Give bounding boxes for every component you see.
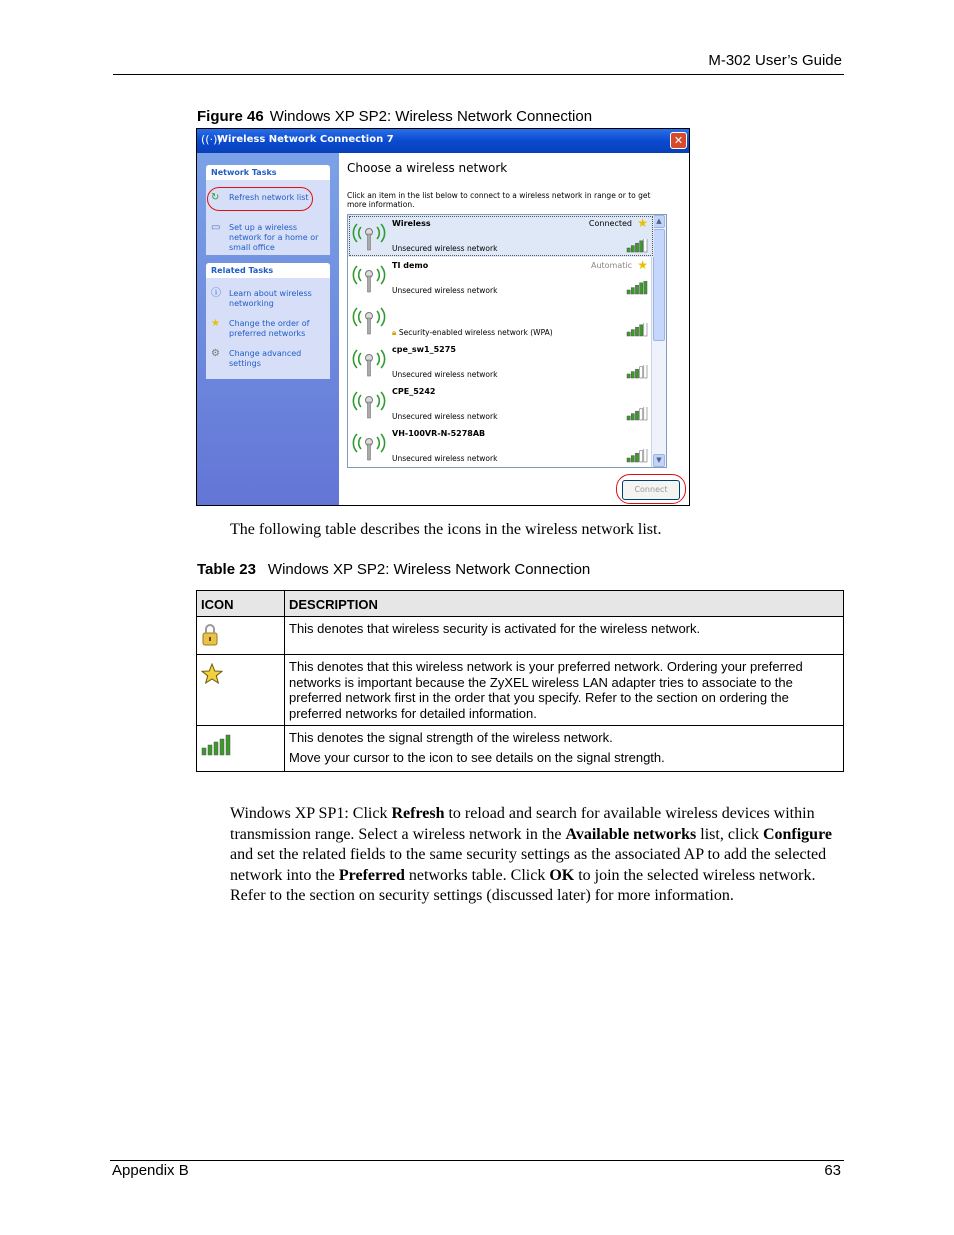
signal-bar (644, 323, 647, 336)
sp1-text: to reload and search for available wireless devices within transmission range. Select a wireless network in the (230, 805, 815, 843)
signal-bar (631, 246, 634, 252)
icon-cell (197, 726, 285, 772)
signal-bar (644, 281, 647, 294)
choose-network-description: Click an item in the list below to connect to a wireless network in range or to get more information. (347, 191, 651, 209)
wireless-network-list[interactable] (347, 214, 667, 468)
table-header-row (197, 591, 844, 617)
signal-bar (635, 453, 638, 462)
lock-icon: 🔒︎ (392, 328, 399, 337)
sp1-paragraph (230, 804, 842, 907)
description-text: This denotes the signal strength of the wireless network. (289, 730, 613, 745)
signal-bar (627, 248, 630, 252)
network-list-item[interactable] (348, 257, 654, 299)
signal-bar (640, 451, 643, 462)
sp1-text: networks table. Click (404, 866, 550, 884)
network-security (392, 244, 497, 253)
lock-icon (201, 623, 219, 647)
learn-wireless-label: Learn about wireless networking (229, 289, 312, 308)
signal-bar (631, 330, 634, 336)
network-security-label: Unsecured wireless network (392, 412, 498, 421)
refresh-highlight-ring (207, 187, 313, 211)
wireless-network-icon (352, 389, 386, 419)
available-networks-term: Available networks (565, 825, 697, 843)
related-tasks-panel (206, 263, 330, 379)
network-name: cpe_sw1_5275 (392, 345, 456, 354)
wireless-network-icon (352, 347, 386, 377)
refresh-network-list-label: Refresh network list (229, 193, 309, 202)
icon-cell (197, 617, 285, 655)
figure-title: Windows XP SP2: Wireless Network Connection (269, 108, 593, 125)
ok-term: OK (549, 866, 575, 884)
task-sidebar (197, 153, 339, 505)
signal-bar (640, 283, 643, 294)
signal-bar (640, 409, 643, 420)
sp1-text: and set the related fields to the same security settings as the associated AP to add the selected network into the (230, 846, 827, 884)
signal-bar (635, 411, 638, 420)
info-icon: ⓘ (211, 288, 221, 299)
sp1-text: list, click (696, 825, 763, 843)
table-title: Windows XP SP2: Wireless Network Connection (267, 561, 591, 578)
description-text: This denotes that this wireless network is your preferred network. Ordering your preferred networks is important because the ZyXEL wireless LAN adapter tries to associate to the preferred network first in the order that you specify. Refer to the section on ordering the preferred networks for detailed information. (289, 659, 803, 721)
network-list-item[interactable] (348, 215, 654, 257)
network-security (392, 370, 497, 379)
close-button[interactable]: ✕ (670, 132, 687, 149)
related-tasks-heading: Related Tasks (206, 263, 330, 278)
signal-strength-icon (626, 407, 648, 421)
preferred-star-icon: ★ (637, 216, 648, 230)
signal-strength-icon (626, 449, 648, 463)
signal-strength-icon (626, 239, 648, 253)
star-icon: ★ (211, 318, 220, 329)
network-list-item[interactable] (348, 383, 654, 425)
header-rule (113, 74, 844, 75)
icon-cell (197, 655, 285, 726)
signal-strength-icon (626, 365, 648, 379)
signal-strength-icon (626, 323, 648, 337)
network-security-label: Unsecured wireless network (392, 286, 498, 295)
signal-bar (635, 369, 638, 378)
icon-column-header: ICON (197, 591, 285, 617)
wireless-network-icon (352, 305, 386, 335)
network-security (392, 328, 553, 338)
sp1-text: to join the selected wireless network. Refer to the section on security settings (discussed later) for more information. (230, 866, 816, 904)
page-number: 63 (824, 1162, 841, 1179)
signal-bar (627, 458, 630, 462)
scroll-thumb[interactable] (653, 229, 665, 341)
signal-bar (644, 407, 647, 420)
signal-strength-icon (201, 734, 231, 756)
network-name: VH-100VR-N-5278AB (392, 429, 486, 438)
description-text: This denotes that wireless security is activated for the wireless network. (289, 621, 701, 636)
change-order-label: Change the order of preferred networks (229, 319, 310, 338)
figure-caption (197, 108, 592, 125)
network-list-pane (339, 153, 689, 505)
description-cell (285, 617, 844, 655)
footer-rule (110, 1160, 844, 1161)
table-row (197, 726, 844, 772)
intro-text: The following table describes the icons in the wireless network list. (230, 521, 662, 538)
signal-bar (640, 325, 643, 336)
signal-bar (644, 239, 647, 252)
window-title: Wireless Network Connection 7 (217, 134, 394, 145)
description-cell (285, 726, 844, 772)
setup-wireless-network-label: Set up a wireless network for a home or small office (229, 223, 319, 252)
signal-bar (635, 243, 638, 252)
signal-bar (640, 367, 643, 378)
refresh-term: Refresh (391, 805, 445, 822)
network-status: Automatic (590, 261, 632, 270)
connect-highlight-ring (616, 474, 686, 504)
configure-term: Configure (762, 825, 832, 843)
network-list-item[interactable] (348, 299, 654, 341)
preferred-star-icon: ★ (637, 258, 648, 272)
footer-section: Appendix B (112, 1162, 189, 1179)
settings-icon: ⚙ (211, 348, 220, 359)
network-security-label: Security-enabled wireless network (WPA) (398, 328, 553, 337)
page-header-title: M-302 User’s Guide (708, 52, 842, 69)
wireless-icon: ((·)) (201, 133, 222, 146)
description-text: Move your cursor to the icon to see details on the signal strength. (289, 750, 665, 765)
signal-bar (631, 288, 634, 294)
signal-bar (631, 372, 634, 378)
wireless-network-icon (352, 431, 386, 461)
network-security-label: Unsecured wireless network (392, 454, 498, 463)
window-titlebar (197, 129, 689, 153)
signal-bar (627, 374, 630, 378)
signal-bar (627, 290, 630, 294)
network-list-item[interactable] (348, 341, 654, 383)
network-security (392, 286, 497, 295)
wireless-network-icon (352, 221, 386, 251)
signal-bar (627, 416, 630, 420)
network-name: CPE_5242 (392, 387, 436, 396)
network-security (392, 454, 497, 463)
network-security-label: Unsecured wireless network (392, 244, 498, 253)
icon-description-table (196, 590, 844, 772)
signal-bar (640, 241, 643, 252)
wireless-network-icon (352, 263, 386, 293)
sp1-text: Windows XP SP1: Click (230, 805, 392, 822)
setup-network-icon: ▭ (211, 222, 221, 233)
network-tasks-heading: Network Tasks (206, 165, 330, 180)
network-status: Connected (588, 219, 632, 228)
description-column-header: DESCRIPTION (285, 591, 844, 617)
network-list-item[interactable] (348, 425, 654, 467)
signal-bar (627, 332, 630, 336)
signal-bar (635, 285, 638, 294)
network-security (392, 412, 497, 421)
refresh-icon: ↻ (211, 192, 220, 203)
choose-network-heading: Choose a wireless network (347, 161, 508, 175)
wireless-connection-window (196, 128, 690, 506)
signal-strength-icon (626, 281, 648, 295)
star-icon (201, 663, 223, 685)
scroll-down-button[interactable]: ▼ (653, 454, 665, 467)
signal-bar (631, 414, 634, 420)
signal-bar (631, 456, 634, 462)
connect-button[interactable]: Connect (622, 480, 680, 500)
preferred-term: Preferred (338, 866, 405, 884)
network-name: Wireless (392, 219, 431, 228)
scroll-up-button[interactable]: ▲ (653, 215, 665, 228)
description-cell (285, 655, 844, 726)
signal-bar (635, 327, 638, 336)
table-caption (197, 561, 590, 578)
table-row (197, 655, 844, 726)
signal-bar (644, 449, 647, 462)
figure-label: Figure 46 (197, 108, 264, 125)
table-row (197, 617, 844, 655)
signal-bar (644, 365, 647, 378)
change-advanced-label: Change advanced settings (229, 349, 302, 368)
network-security-label: Unsecured wireless network (392, 370, 498, 379)
table-label: Table 23 (197, 561, 256, 578)
network-name: TI demo (392, 261, 429, 270)
